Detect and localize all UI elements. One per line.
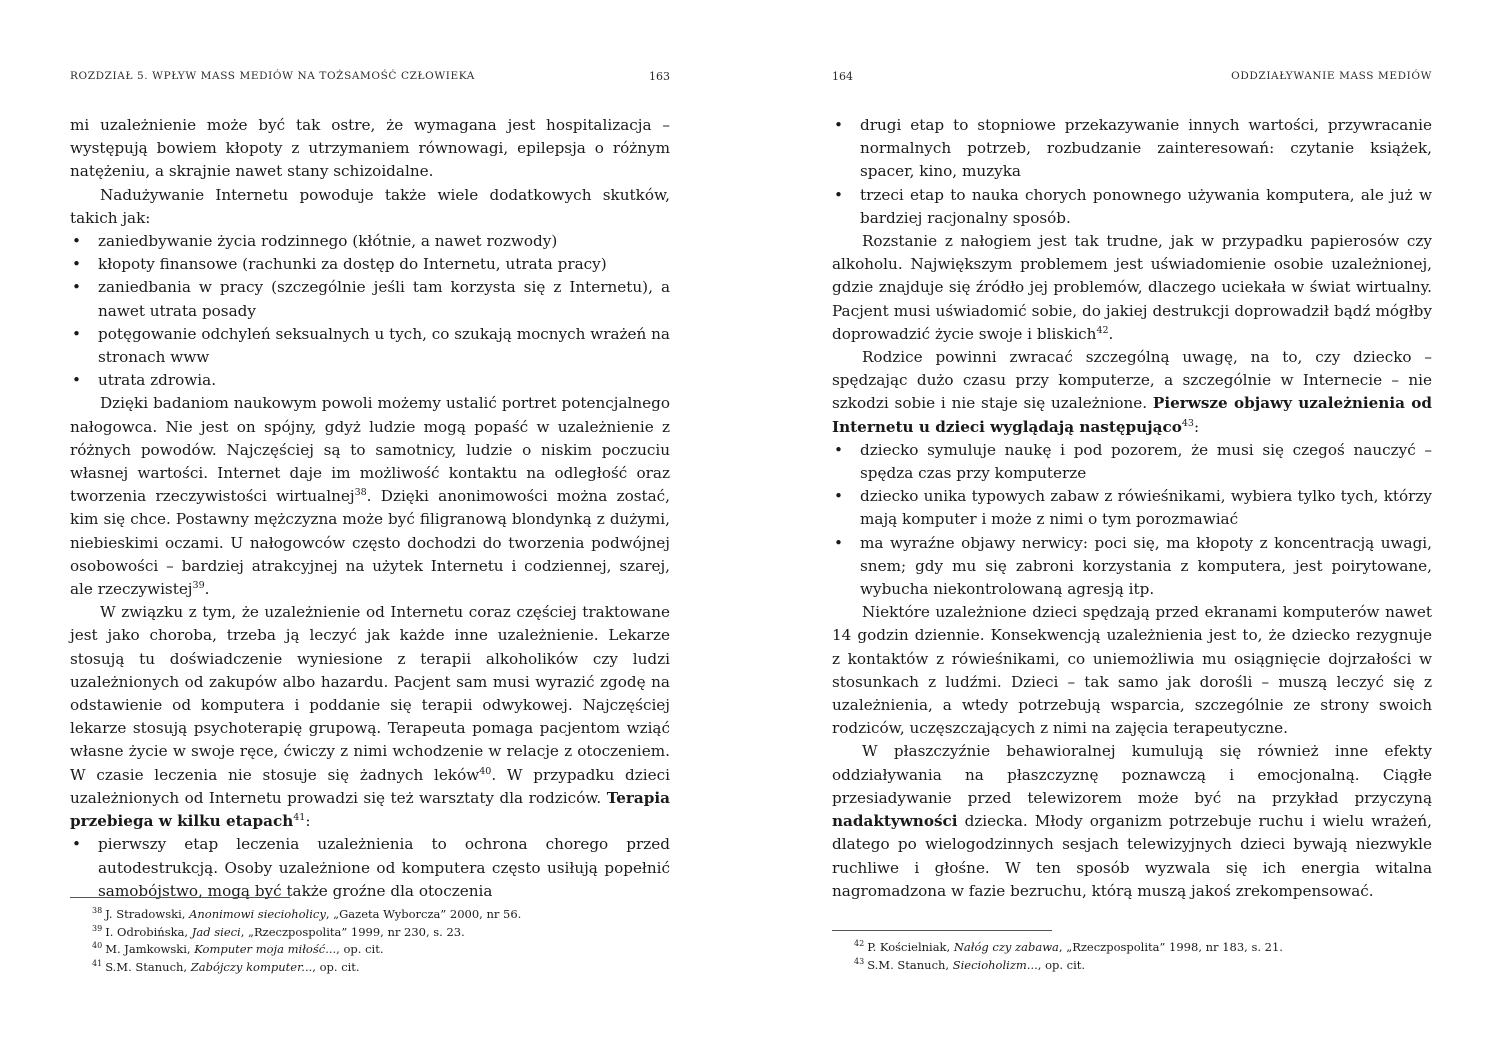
list-item: • utrata zdrowia. xyxy=(70,369,670,392)
list-item: • zaniedbania w pracy (szczególnie jeśli tam korzysta się z Internetu), a nawet utrata posady xyxy=(70,276,670,322)
footnote-ref[interactable]: 41 xyxy=(293,812,306,824)
footnote: $^{41}$ S.M. Stanuch, Zabójczy komputer..., op. cit. xyxy=(92,958,360,974)
page-number: 164 xyxy=(832,70,853,83)
footnote-ref[interactable]: 43 xyxy=(1181,417,1194,429)
bold-phrase: nadaktywności xyxy=(832,812,958,831)
page-body xyxy=(70,114,670,903)
bullet-list xyxy=(70,230,670,392)
footnote-rule xyxy=(70,897,290,898)
list-item: • drugi etap to stopniowe przekazywanie innych wartości, przywracanie normalnych potrzeb, rozbudzanie zainteresowań: czytanie książek, spacer, kino, muzyka xyxy=(832,114,1432,184)
chapter-title: ROZDZIAŁ 5. WPŁYW MASS MEDIÓW NA TOŻSAMOŚĆ CZŁOWIEKA xyxy=(70,70,475,82)
footnotes xyxy=(832,930,1432,974)
paragraph: W związku z tym, że uzależnienie od Internetu coraz częściej traktowane jest jako choroba, trzeba ją leczyć jak każde inne uzależnienie. Lekarze stosują tu doświadczenie wyniesione z terapii alkoholików czy ludzi uzależnionych od zakupów albo hazardu. Pacjent sam musi wyrazić zgodę na odstawienie od komputera i poddanie się terapii odwykowej. Najczęściej lekarze stosują psychoterapię grupową. Terapeuta pomaga pacjentom wziąć własne życie w swoje ręce, ćwiczy z nimi wchodzenie w relacje z otoczeniem. W czasie leczenia nie stosuje się żadnych leków$^{40}$. W przypadku dzieci uzależnionych od Internetu prowadzi się też warsztaty dla rodziców. Terapia przebiega w kilku etapach$^{41}$: xyxy=(70,603,670,831)
footnote: $^{38}$ J. Stradowski, Anonimowi siecioholicy, „Gazeta Wyborcza” 2000, nr 56. xyxy=(92,906,522,921)
list-item: • kłopoty finansowe (rachunki za dostęp do Internetu, utrata pracy) xyxy=(70,253,670,276)
list-item: • potęgowanie odchyleń seksualnych u tych, co szukają mocnych wrażeń na stronach www xyxy=(70,323,670,369)
footnote-ref[interactable]: 42 xyxy=(1096,324,1109,336)
list-item: • pierwszy etap leczenia uzależnienia to ochrona chorego przed autodestrukcją. Osoby uzależnione od komputera często usiłują popełnić samobójstwo, mogą być także groźne dla otoczenia xyxy=(70,833,670,903)
footnote-ref[interactable]: 40 xyxy=(479,765,492,777)
left-page xyxy=(70,0,670,1061)
list-item: • dziecko unika typowych zabaw z rówieśnikami, wybiera tylko tych, którzy mają komputer i może z nimi o tym porozmawiać xyxy=(832,485,1432,531)
footnote-ref[interactable]: 39 xyxy=(192,580,205,591)
paragraph: Rozstanie z nałogiem jest tak trudne, jak w przypadku papierosów czy alkoholu. Największym problemem jest uświadomienie osobie uzależnionej, gdzie znajduje się źródło jej problemów, dlaczego uciekała w świat wirtualny. Pacjent musi uświadomić sobie, do jakiej destrukcji doprowadził bądź mógłby doprowadzić życie swoje i bliskich$^{42}$. xyxy=(832,232,1432,343)
footnote: $^{40}$ M. Jamkowski, Komputer moja miłość..., op. cit. xyxy=(92,941,384,956)
bullet-list xyxy=(70,833,670,903)
list-item: • dziecko symuluje naukę i pod pozorem, że musi się czegoś nauczyć – spędza czas przy komputerze xyxy=(832,439,1432,485)
paragraph: mi uzależnienie może być tak ostre, że wymagana jest hospitalizacja – występują bowiem kłopoty z utrzymaniem równowagi, epilepsja o różnym natężeniu, a skrajnie nawet stany schizoidalne. xyxy=(70,116,670,181)
footnote: $^{42}$ P. Kościelniak, Nałóg czy zabawa, „Rzeczpospolita” 1998, nr 183, s. 21. xyxy=(854,939,1283,954)
bullet-list xyxy=(832,439,1432,601)
right-page xyxy=(832,0,1432,1061)
section-title: ODDZIAŁYWANIE MASS MEDIÓW xyxy=(1231,70,1432,82)
footnote-ref[interactable]: 38 xyxy=(354,487,367,499)
running-head xyxy=(70,70,670,86)
list-item: • trzeci etap to nauka chorych ponownego używania komputera, ale już w bardziej racjonalny sposób. xyxy=(832,184,1432,230)
paragraph: Niektóre uzależnione dzieci spędzają przed ekranami komputerów nawet 14 godzin dziennie. Konsekwencją uzależnienia jest to, że dziecko rezygnuje z kontaktów z rówieśnikami, co uniemożliwia mu osiągnięcie dojrzałości w stosunkach z ludźmi. Dzieci – tak samo jak dorośli – muszą leczyć się z uzależnienia, a wtedy potrzebują wsparcia, szczególnie ze strony swoich rodziców, uczęszczających z nimi na zajęcia terapeutyczne. xyxy=(832,603,1432,738)
bold-phrase: Pierwsze objawy uzależnienia od Internetu u dzieci wyglądają następująco xyxy=(832,394,1432,436)
footnotes xyxy=(70,897,670,976)
footnote: $^{43}$ S.M. Stanuch, Siecioholizm..., op. cit. xyxy=(854,956,1086,972)
list-item: • ma wyraźne objawy nerwicy: poci się, ma kłopoty z koncentracją uwagi, snem; gdy mu się zabroni korzystania z komputera, jest poirytowane, wybucha niekontrolowaną agresją itp. xyxy=(832,532,1432,602)
list-item: • zaniedbywanie życia rodzinnego (kłótnie, a nawet rozwody) xyxy=(70,230,670,253)
footnote: $^{39}$ I. Odrobińska, Jad sieci, „Rzeczpospolita” 1999, nr 230, s. 23. xyxy=(92,923,465,939)
paragraph: Dzięki badaniom naukowym powoli możemy ustalić portret potencjalnego nałogowca. Nie jest on spójny, gdyż ludzie mogą popaść w uzależnienie z różnych powodów. Najczęściej są to samotnicy, ludzie o niskim poczuciu własnej wartości. Internet daje im możliwość kontaktu na odległość oraz tworzenia rzeczywistości wirtualnej$^{38}$. Dzięki anonimowości można zostać, kim się chce. Postawny mężczyzna może być filigranową blondynką z dużymi, niebieskimi oczami. U nałogowców często dochodzi do tworzenia podwójnej osobowości – bardziej atrakcyjnej na użytek Internetu i codziennej, szarej, ale rzeczywistej$^{39}$. xyxy=(70,394,670,599)
bold-phrase: Terapia przebiega w kilku etapach xyxy=(70,788,670,831)
running-head xyxy=(832,70,1432,86)
footnote-rule xyxy=(832,930,1052,931)
paragraph: Rodzice powinni zwracać szczególną uwagę, na to, czy dziecko – spędzając dużo czasu przy komputerze, a szczególnie w Internecie – nie szkodzi sobie i nie staje się uzależnione. Pierwsze objawy uzależnienia od Internetu u dzieci wyglądają następująco$^{43}$: xyxy=(832,348,1432,436)
page-number: 163 xyxy=(649,70,670,83)
bullet-list xyxy=(832,114,1432,230)
paragraph: W płaszczyźnie behawioralnej kumulują się również inne efekty oddziaływania na płaszczyznę poznawczą i emocjonalną. Ciągłe przesiadywanie przed telewizorem może być na przykład przyczyną nadaktywności dziecka. Młody organizm potrzebuje ruchu i wielu wrażeń, dlatego po wielogodzinnych sesjach telewizyjnych dzieci bywają niezwykle ruchliwe i głośne. W ten sposób wyzwala się ich energia witalna nagromadzona w fazie bezruchu, którą muszą jakoś zrekompensować. xyxy=(832,742,1432,900)
paragraph: Nadużywanie Internetu powoduje także wiele dodatkowych skutków, takich jak: xyxy=(70,185,670,227)
page-body xyxy=(832,114,1432,903)
